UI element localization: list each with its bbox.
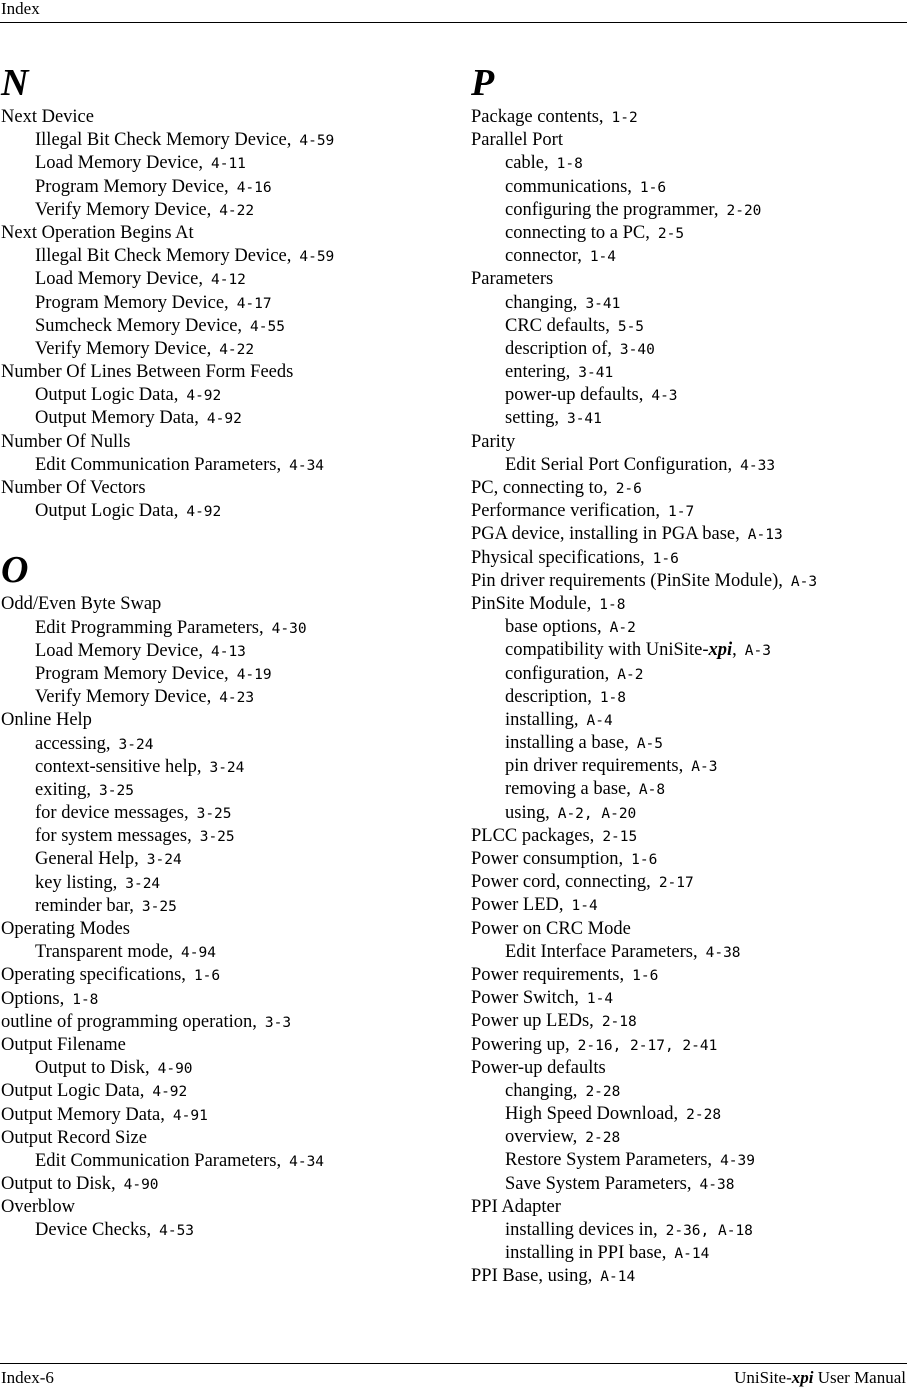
index-entry <box>471 431 901 454</box>
entry-term: Operating specifications, <box>1 965 186 986</box>
entry-term: description, <box>505 686 592 707</box>
entry-page-ref: A-3 <box>744 643 771 660</box>
entry-page-ref: 4-94 <box>181 945 216 962</box>
entry-term: outline of programming operation, <box>1 1011 257 1032</box>
index-column-left <box>1 60 441 1243</box>
entry-page-ref: A-8 <box>638 782 666 799</box>
index-entry <box>471 1034 901 1057</box>
entry-page-ref: 4-23 <box>219 690 255 707</box>
entry-page-ref: 1-8 <box>72 991 99 1008</box>
index-subentry <box>471 732 901 755</box>
index-entry <box>1 1034 441 1057</box>
entry-page-ref: 4-34 <box>289 457 325 474</box>
entry-page-ref: 4-55 <box>250 318 285 335</box>
entry-page-ref: 3-25 <box>196 806 232 823</box>
entry-term: Program Memory Device, <box>35 663 229 684</box>
entry-term: Output Record Size <box>1 1127 147 1148</box>
entry-term: exiting, <box>35 779 92 800</box>
index-subentry <box>471 361 901 384</box>
index-entry <box>471 964 901 987</box>
entry-page-ref: 1-2 <box>611 110 638 126</box>
entry-term: changing, <box>505 1080 578 1101</box>
entry-page-ref: A-5 <box>636 736 664 753</box>
entry-term: Performance verification, <box>471 501 661 522</box>
entry-term: Odd/Even Byte Swap <box>1 594 162 615</box>
index-subentry <box>1 756 441 779</box>
index-subentry <box>1 292 441 315</box>
index-subentry <box>1 640 441 663</box>
entry-term: Pin driver requirements (PinSite Module), <box>471 570 783 591</box>
entry-page-ref: 1-6 <box>652 550 679 567</box>
entry-page-ref: 4-11 <box>210 156 246 173</box>
entry-term: Power requirements, <box>471 964 625 985</box>
entry-page-ref: A-13 <box>747 527 783 544</box>
index-entry <box>471 500 901 523</box>
index-entry <box>471 268 901 291</box>
page-footer <box>0 1363 907 1390</box>
index-subentry <box>471 941 901 964</box>
entry-page-ref: 5-5 <box>617 318 645 335</box>
entry-term: Power LED, <box>471 895 564 916</box>
entry-term: setting, <box>505 408 559 429</box>
entry-page-ref: 4-12 <box>210 272 246 289</box>
entry-term-after: , <box>732 640 737 661</box>
entry-term: communications, <box>505 176 632 197</box>
entry-term: pin driver requirements, <box>505 756 684 777</box>
entry-term: context-sensitive help, <box>35 756 202 777</box>
index-subentry <box>471 222 901 245</box>
entry-term: for device messages, <box>35 803 189 824</box>
entry-term: Transparent mode, <box>35 942 174 963</box>
entry-page-ref: 1-6 <box>632 967 659 984</box>
entry-term: Number Of Lines Between Form Feeds <box>1 362 294 383</box>
entry-term: Load Memory Device, <box>35 153 203 174</box>
entry-page-ref: A-2, A-20 <box>557 805 637 822</box>
index-subentry <box>471 292 901 315</box>
entry-page-ref: 2-15 <box>602 828 638 845</box>
entry-page-ref: 4-38 <box>699 1176 735 1193</box>
entry-term: configuration, <box>505 663 610 684</box>
entry-term: configuring the programmer, <box>505 199 719 220</box>
entry-term: Load Memory Device, <box>35 640 203 661</box>
entry-page-ref: 3-40 <box>619 341 655 358</box>
entry-term: Output Logic Data, <box>35 385 179 406</box>
index-subentry <box>1 268 441 291</box>
index-subentry <box>471 686 901 709</box>
index-entry <box>471 871 901 894</box>
entry-term: Output Logic Data, <box>35 501 179 522</box>
index-entry <box>471 1196 901 1219</box>
index-entry <box>1 106 441 129</box>
entry-term: entering, <box>505 362 571 383</box>
entry-term: Output Logic Data, <box>1 1081 145 1102</box>
entry-page-ref: 4-22 <box>219 202 255 219</box>
entry-page-ref: 2-17 <box>658 875 694 892</box>
entry-page-ref: 4-22 <box>219 341 255 358</box>
entry-page-ref: 4-92 <box>186 504 222 521</box>
entry-page-ref: 3-24 <box>125 875 161 892</box>
index-entry <box>471 1265 901 1288</box>
entry-page-ref: 4-59 <box>299 249 335 266</box>
entry-term: Options, <box>1 988 65 1009</box>
index-subentry <box>471 616 901 639</box>
entry-term: Next Device <box>1 107 94 127</box>
entry-page-ref: 1-6 <box>193 968 221 985</box>
entry-page-ref: 2-36, A-18 <box>665 1223 753 1239</box>
index-subentry <box>471 152 901 175</box>
entry-term: Output to Disk, <box>35 1058 150 1079</box>
index-entry <box>1 1196 441 1219</box>
entry-page-ref: 4-91 <box>172 1107 208 1124</box>
index-subentry <box>471 1242 901 1265</box>
entry-page-ref: 2-5 <box>657 225 685 242</box>
index-subentry <box>471 778 901 801</box>
index-entry <box>1 1080 441 1103</box>
index-subentry <box>471 407 901 430</box>
entry-term: for system messages, <box>35 826 192 847</box>
entry-page-ref: 1-4 <box>586 991 614 1008</box>
index-entry <box>471 894 901 917</box>
index-subentry <box>1 199 441 222</box>
entry-term: base options, <box>505 617 602 638</box>
index-subentry <box>471 338 901 361</box>
index-subentry <box>471 709 901 732</box>
entry-page-ref: 2-28 <box>686 1107 722 1124</box>
entry-page-ref: 4-39 <box>720 1153 755 1170</box>
entry-page-ref: 4-92 <box>186 388 222 405</box>
entry-term: Edit Interface Parameters, <box>505 941 698 962</box>
entry-page-ref: 4-19 <box>236 666 272 683</box>
section-letter: P <box>471 62 495 104</box>
index-subentry <box>471 1173 901 1196</box>
index-subentry <box>1 500 441 523</box>
entry-term: Sumcheck Memory Device, <box>35 315 243 336</box>
index-subentry <box>1 663 441 686</box>
entry-term: compatibility with UniSite- <box>505 640 709 661</box>
entry-term: Verify Memory Device, <box>35 687 212 708</box>
index-subentry <box>1 384 441 407</box>
entry-term: Edit Serial Port Configuration, <box>505 454 733 475</box>
entry-page-ref: 4-92 <box>152 1084 188 1101</box>
header-title: Index <box>1 0 40 18</box>
entry-term: Program Memory Device, <box>35 292 229 313</box>
index-entry <box>471 477 901 500</box>
index-subentry <box>1 129 441 152</box>
index-subentry <box>1 617 441 640</box>
entry-page-ref: 3-25 <box>199 829 235 846</box>
index-entry <box>1 593 441 616</box>
index-subentry <box>1 686 441 709</box>
entry-term: Save System Parameters, <box>505 1173 692 1194</box>
entry-term: Edit Communication Parameters, <box>35 1150 282 1171</box>
entry-page-ref: 4-90 <box>157 1061 193 1078</box>
index-subentry <box>471 384 901 407</box>
index-subentry <box>471 663 901 686</box>
entry-page-ref: 3-24 <box>209 759 245 776</box>
footer-manual-suffix: User Manual <box>813 1368 906 1387</box>
index-entry <box>471 1057 901 1080</box>
footer-manual-prefix: UniSite- <box>734 1368 792 1387</box>
entry-page-ref: 3-3 <box>264 1014 292 1031</box>
entry-term: Number Of Vectors <box>1 478 146 498</box>
index-entry <box>1 1173 441 1196</box>
index-entry <box>1 918 441 941</box>
index-entry <box>471 106 901 129</box>
entry-term: PPI Adapter <box>471 1196 561 1217</box>
index-entry <box>1 988 441 1011</box>
entry-term: Restore System Parameters, <box>505 1150 713 1171</box>
index-entry <box>1 361 441 384</box>
index-subentry <box>471 755 901 778</box>
index-entry <box>1 222 441 245</box>
entry-term: Power Switch, <box>471 988 579 1009</box>
index-entry <box>471 918 901 941</box>
entry-term: Illegal Bit Check Memory Device, <box>35 130 292 151</box>
entry-page-ref: A-2 <box>617 666 644 683</box>
entry-page-ref: 2-18 <box>601 1014 637 1031</box>
index-subentry <box>1 733 441 756</box>
entry-term: Parallel Port <box>471 130 563 151</box>
entry-term: Power up LEDs, <box>471 1011 594 1032</box>
entry-page-ref: 3-24 <box>118 736 154 753</box>
index-entry <box>1 1104 441 1127</box>
entry-term: Powering up, <box>471 1034 570 1055</box>
index-subentry <box>1 245 441 268</box>
entry-page-ref: 4-92 <box>206 411 242 428</box>
entry-term: PPI Base, using, <box>471 1266 593 1287</box>
entry-page-ref: 2-20 <box>726 202 762 219</box>
entry-term: General Help, <box>35 849 139 870</box>
entry-term: Physical specifications, <box>471 547 645 568</box>
entry-page-ref: 3-25 <box>99 782 134 799</box>
entry-term: installing a base, <box>505 733 629 754</box>
entry-term: Load Memory Device, <box>35 269 203 290</box>
entry-page-ref: 1-6 <box>639 179 667 196</box>
entry-term: Package contents, <box>471 107 604 127</box>
entry-page-ref: 3-41 <box>578 365 614 382</box>
entry-term: Overblow <box>1 1197 75 1218</box>
footer-manual-title <box>734 1368 906 1388</box>
index-subentry <box>1 1219 441 1242</box>
index-entry <box>471 987 901 1010</box>
entry-term: removing a base, <box>505 779 631 800</box>
index-entry <box>471 547 901 570</box>
entry-term: Operating Modes <box>1 919 130 939</box>
entry-page-ref: 1-4 <box>589 249 617 266</box>
entry-term: installing, <box>505 709 579 730</box>
entry-page-ref: 2-16, 2-17, 2-41 <box>577 1037 718 1054</box>
entry-term: Online Help <box>1 710 92 731</box>
index-subentry <box>1 338 441 361</box>
index-subentry <box>471 639 901 662</box>
entry-term: Power cord, connecting, <box>471 872 651 893</box>
entry-page-ref: 4-38 <box>705 944 741 961</box>
index-entry <box>471 523 901 546</box>
entry-term: Number Of Nulls <box>1 431 131 452</box>
entry-term: Edit Programming Parameters, <box>35 617 264 638</box>
index-subentry <box>471 176 901 199</box>
entry-term: Verify Memory Device, <box>35 199 212 220</box>
entry-term: installing in PPI base, <box>505 1243 667 1264</box>
entry-term: PGA device, installing in PGA base, <box>471 524 740 545</box>
entry-term: Next Operation Begins At <box>1 222 194 243</box>
index-subentry <box>1 848 441 871</box>
entry-term: PinSite Module, <box>471 593 592 614</box>
entry-page-ref: 1-4 <box>571 898 598 915</box>
index-subentry <box>1 941 441 964</box>
entry-page-ref: 4-59 <box>299 133 335 150</box>
entry-page-ref: A-2 <box>609 620 636 637</box>
footer-page-number: Index-6 <box>1 1368 54 1387</box>
entry-page-ref: 1-8 <box>556 156 583 173</box>
index-subentry <box>1 1150 441 1173</box>
entry-page-ref: A-14 <box>600 1269 636 1286</box>
index-entry <box>471 570 901 593</box>
index-subentry <box>471 1126 901 1149</box>
entry-page-ref: 3-25 <box>141 898 177 915</box>
index-subentry <box>1 872 441 895</box>
index-subentry <box>1 779 441 802</box>
entry-page-ref: A-14 <box>674 1246 710 1263</box>
entry-term: Parameters <box>471 269 554 290</box>
entry-term: changing, <box>505 292 578 313</box>
entry-page-ref: 4-17 <box>236 295 272 312</box>
entry-page-ref: 2-28 <box>585 1130 621 1147</box>
index-subentry <box>471 1080 901 1103</box>
entry-term: reminder bar, <box>35 895 134 916</box>
entry-term: Output Filename <box>1 1034 126 1055</box>
index-entry <box>471 129 901 152</box>
entry-term: Edit Communication Parameters, <box>35 454 282 475</box>
page-header <box>0 0 907 23</box>
entry-term: Illegal Bit Check Memory Device, <box>35 246 292 267</box>
index-subentry <box>1 802 441 825</box>
index-subentry <box>471 1103 901 1126</box>
entry-page-ref: 4-16 <box>236 179 272 196</box>
index-subentry <box>471 245 901 268</box>
entry-page-ref: 4-53 <box>159 1223 195 1240</box>
entry-term: Parity <box>471 431 516 452</box>
entry-term: Verify Memory Device, <box>35 338 212 359</box>
entry-page-ref: 1-7 <box>668 504 695 521</box>
entry-term: High Speed Download, <box>505 1104 679 1125</box>
entry-term: connector, <box>505 246 582 267</box>
index-entry <box>1 964 441 987</box>
entry-page-ref: A-3 <box>790 573 818 590</box>
index-subentry <box>471 1149 901 1172</box>
entry-term: description of, <box>505 338 612 359</box>
entry-term: connecting to a PC, <box>505 222 650 243</box>
index-subentry <box>471 315 901 338</box>
index-subentry <box>1 895 441 918</box>
entry-page-ref: 4-34 <box>289 1153 325 1170</box>
entry-term: PC, connecting to, <box>471 478 608 498</box>
section-letter: O <box>1 549 29 592</box>
index-subentry <box>471 1219 901 1242</box>
entry-term-italic: xpi <box>708 640 733 661</box>
index-entry <box>471 848 901 871</box>
index-entry <box>471 825 901 848</box>
index-subentry <box>1 1057 441 1080</box>
entry-term: Power-up defaults <box>471 1057 606 1078</box>
entry-term: Output Memory Data, <box>35 408 199 429</box>
entry-page-ref: 4-30 <box>271 620 307 637</box>
entry-term: Program Memory Device, <box>35 176 229 197</box>
footer-manual-italic: xpi <box>791 1368 814 1387</box>
entry-page-ref: 2-28 <box>585 1083 621 1100</box>
entry-page-ref: 1-8 <box>599 689 627 706</box>
index-subentry <box>1 825 441 848</box>
index-entry <box>1 709 441 732</box>
entry-page-ref: 4-90 <box>123 1177 159 1194</box>
index-entry <box>471 593 901 616</box>
entry-term: Device Checks, <box>35 1220 152 1241</box>
section-letter: N <box>1 62 29 104</box>
entry-page-ref: 3-41 <box>585 295 621 312</box>
entry-page-ref: 4-3 <box>651 388 678 405</box>
entry-term: cable, <box>505 153 549 174</box>
entry-term: overview, <box>505 1127 578 1148</box>
entry-term: Output to Disk, <box>1 1174 116 1195</box>
entry-term: Power on CRC Mode <box>471 918 631 939</box>
index-subentry <box>471 454 901 477</box>
index-subentry <box>1 152 441 175</box>
index-entry <box>1 1127 441 1150</box>
entry-term: CRC defaults, <box>505 315 610 336</box>
entry-page-ref: A-4 <box>586 712 613 729</box>
index-subentry <box>471 802 901 825</box>
entry-term: accessing, <box>35 733 111 754</box>
index-entry <box>471 1010 901 1033</box>
index-subentry <box>1 454 441 477</box>
index-entry <box>1 1011 441 1034</box>
index-subentry <box>1 315 441 338</box>
entry-term: key listing, <box>35 872 118 893</box>
entry-term: installing devices in, <box>505 1220 658 1240</box>
index-subentry <box>471 199 901 222</box>
entry-term: Power consumption, <box>471 849 624 869</box>
entry-term: power-up defaults, <box>505 385 644 406</box>
entry-page-ref: 1-6 <box>631 852 658 868</box>
index-entry <box>1 477 441 500</box>
index-column-right <box>471 60 901 1289</box>
entry-page-ref: 2-6 <box>615 481 642 497</box>
entry-page-ref: 1-8 <box>599 596 626 613</box>
index-subentry <box>1 176 441 199</box>
entry-page-ref: 4-13 <box>210 643 246 660</box>
entry-page-ref: 3-24 <box>146 852 182 869</box>
index-entry <box>1 431 441 454</box>
entry-page-ref: A-3 <box>691 759 718 776</box>
entry-term: using, <box>505 802 550 823</box>
index-subentry <box>1 407 441 430</box>
entry-page-ref: 4-33 <box>740 457 776 474</box>
entry-term: PLCC packages, <box>471 825 595 846</box>
entry-page-ref: 3-41 <box>566 411 602 428</box>
entry-term: Output Memory Data, <box>1 1104 165 1125</box>
